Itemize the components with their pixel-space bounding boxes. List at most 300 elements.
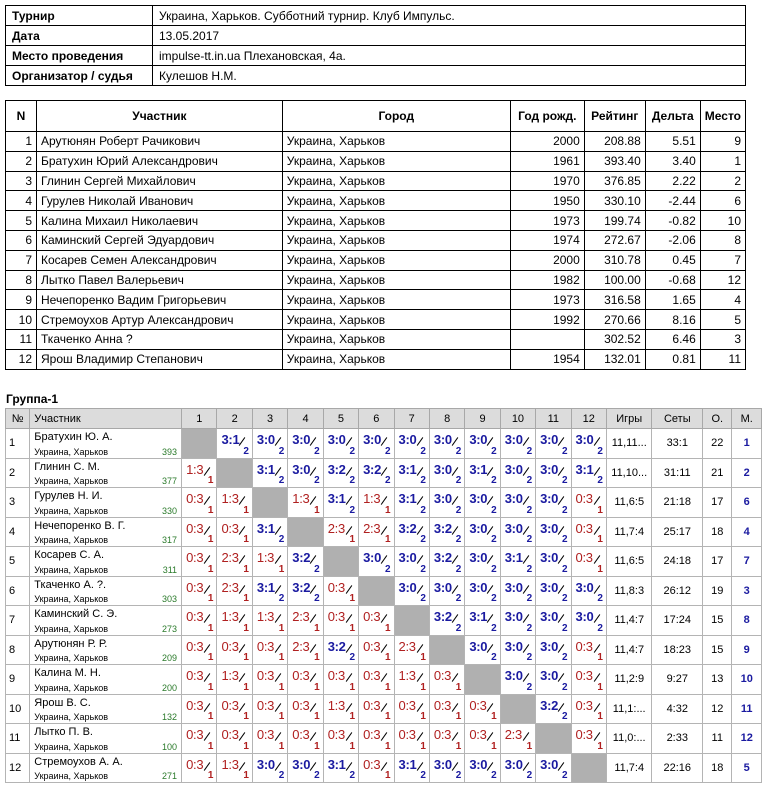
- match-result: [323, 635, 358, 665]
- group-row-number: 3: [6, 488, 30, 518]
- match-points: 2: [455, 770, 462, 781]
- col-header-delta: Дельта: [645, 101, 700, 132]
- group-header-participant: Участник: [30, 409, 182, 429]
- match-points: 1: [455, 681, 462, 693]
- match-score: 3:0: [540, 520, 559, 536]
- match-result: [571, 547, 606, 577]
- participant-city: Украина, Харьков: [282, 349, 510, 369]
- player-rating: 393: [162, 446, 178, 457]
- match-points: 1: [314, 622, 320, 634]
- match-points: 2: [526, 445, 533, 457]
- player-name: Лытко П. В.: [34, 726, 93, 738]
- col-header-rating: Рейтинг: [584, 101, 645, 132]
- match-points: 2: [455, 563, 462, 575]
- group-header-place: М.: [732, 409, 762, 429]
- match-score: 3:0: [504, 756, 523, 772]
- match-score: 3:0: [540, 461, 559, 477]
- participant-birth-year: 1973: [510, 211, 584, 231]
- match-points: 1: [455, 740, 462, 752]
- match-points: 1: [243, 711, 249, 722]
- match-score: 3:2: [292, 550, 311, 565]
- participant-rating: 208.88: [584, 132, 645, 152]
- match-result: [359, 458, 394, 488]
- self-cell: [323, 547, 358, 577]
- match-result: [323, 517, 358, 547]
- match-points: 1: [278, 711, 285, 722]
- match-points: 1: [243, 770, 249, 781]
- participant-place: 11: [700, 349, 745, 369]
- match-points: 2: [597, 475, 603, 486]
- match-points: 2: [314, 770, 320, 781]
- match-result: [182, 694, 217, 724]
- participant-city: Украина, Харьков: [282, 250, 510, 270]
- match-score: 1:3: [292, 491, 310, 506]
- participant-delta: 5.51: [645, 132, 700, 152]
- participant-rating: 316.58: [584, 290, 645, 310]
- match-score: 1:3: [398, 668, 416, 683]
- player-place: 3: [732, 576, 762, 606]
- player-sets: 18:23: [652, 635, 703, 665]
- participant-delta: 6.46: [645, 329, 700, 349]
- match-result: [217, 606, 252, 636]
- match-points: 2: [491, 770, 497, 781]
- match-points: 2: [384, 563, 391, 575]
- participant-name: Ярош Владимир Степанович: [37, 349, 283, 369]
- self-cell: [429, 635, 464, 665]
- player-points: 18: [703, 753, 732, 783]
- participant-name: Арутюнян Роберт Рачикович: [37, 132, 283, 152]
- match-points: 2: [420, 445, 426, 457]
- player-rating: 100: [162, 741, 178, 752]
- player-city: Украина, Харьков: [34, 653, 109, 663]
- player-games: 11,4:7: [606, 635, 652, 665]
- match-result: [217, 576, 252, 606]
- match-score: 3:0: [469, 432, 488, 447]
- participant-row: [6, 250, 746, 270]
- match-result: [571, 429, 606, 459]
- player-games: 11,7:4: [606, 753, 652, 783]
- match-result: [359, 547, 394, 577]
- match-result: [571, 576, 606, 606]
- match-points: 1: [278, 622, 285, 634]
- match-result: [288, 694, 323, 724]
- match-result: [323, 429, 358, 459]
- match-points: 1: [243, 593, 249, 604]
- participant-birth-year: 1974: [510, 230, 584, 250]
- match-points: 1: [314, 740, 320, 752]
- participant-delta: -2.44: [645, 191, 700, 211]
- match-result: [429, 665, 464, 695]
- group-header-opponent-8: 8: [429, 409, 464, 429]
- match-score: 3:0: [398, 432, 417, 447]
- participant-name: Гурулев Николай Иванович: [37, 191, 283, 211]
- match-score: 0:3: [221, 520, 239, 536]
- match-points: 2: [491, 563, 497, 575]
- match-result: [536, 429, 571, 459]
- match-score: 2:3: [221, 550, 239, 565]
- match-score: 0:3: [256, 697, 275, 713]
- player-points: 17: [703, 488, 732, 518]
- match-result: [182, 517, 217, 547]
- match-score: 3:0: [363, 432, 381, 447]
- player-games: 11,1:...: [606, 694, 652, 724]
- col-header-birth-year: Год рожд.: [510, 101, 584, 132]
- match-score: 3:0: [469, 756, 488, 772]
- match-points: 2: [278, 770, 285, 781]
- self-cell: [536, 724, 571, 754]
- match-points: 1: [384, 622, 391, 634]
- match-result: [217, 724, 252, 754]
- match-score: 3:1: [256, 520, 275, 536]
- match-score: 0:3: [433, 668, 452, 683]
- participant-number: 9: [6, 290, 37, 310]
- match-score: 0:3: [575, 697, 593, 713]
- match-result: [571, 665, 606, 695]
- match-score: 3:1: [221, 432, 240, 447]
- match-result: [465, 606, 500, 636]
- match-score: 0:3: [469, 697, 487, 713]
- match-result: [182, 753, 217, 783]
- participant-place: 7: [700, 250, 745, 270]
- match-points: 1: [349, 740, 356, 752]
- group-player-cell: [30, 694, 182, 724]
- match-points: 1: [349, 593, 356, 604]
- group-player-cell: [30, 576, 182, 606]
- player-city: Украина, Харьков: [34, 741, 109, 752]
- info-key: Турнир: [6, 6, 153, 26]
- match-score: 1:3: [221, 668, 239, 683]
- col-header-number: N: [6, 101, 37, 132]
- player-name: Арутюнян Р. Р.: [34, 637, 108, 650]
- player-place: 5: [732, 753, 762, 783]
- player-points: 21: [703, 458, 732, 488]
- participant-place: 10: [700, 211, 745, 231]
- player-rating: 303: [162, 594, 178, 604]
- group-row: [6, 606, 762, 636]
- match-result: [465, 635, 500, 665]
- match-result: [288, 488, 323, 518]
- match-score: 3:0: [575, 579, 594, 595]
- info-row: [6, 6, 746, 26]
- match-points: 1: [314, 504, 320, 516]
- match-score: 0:3: [363, 609, 381, 624]
- match-points: 1: [243, 504, 249, 516]
- match-score: 1:3: [327, 697, 345, 713]
- info-value: impulse-tt.in.ua Плехановская, 4а.: [153, 46, 746, 66]
- participant-delta: 1.65: [645, 290, 700, 310]
- match-result: [252, 458, 287, 488]
- participant-city: Украина, Харьков: [282, 132, 510, 152]
- match-score: 3:0: [504, 638, 523, 654]
- col-header-city: Город: [282, 101, 510, 132]
- participant-birth-year: 1982: [510, 270, 584, 290]
- match-score: 3:2: [327, 638, 346, 654]
- match-points: 1: [314, 711, 320, 722]
- match-result: [288, 547, 323, 577]
- group-header-points: О.: [703, 409, 732, 429]
- participant-name: Братухин Юрий Александрович: [37, 151, 283, 171]
- participant-rating: 310.78: [584, 250, 645, 270]
- match-score: 0:3: [256, 638, 275, 654]
- match-result: [323, 724, 358, 754]
- player-sets: 26:12: [652, 576, 703, 606]
- participant-city: Украина, Харьков: [282, 171, 510, 191]
- match-score: 3:1: [469, 461, 488, 477]
- match-score: 3:0: [504, 491, 523, 506]
- match-points: 1: [278, 740, 285, 752]
- match-result: [394, 635, 429, 665]
- player-games: 11,2:9: [606, 665, 652, 695]
- match-points: 2: [278, 475, 285, 486]
- match-score: 0:3: [327, 668, 345, 683]
- group-player-cell: [30, 458, 182, 488]
- player-points: 15: [703, 606, 732, 636]
- player-city: Украина, Харьков: [34, 446, 109, 457]
- match-score: 0:3: [186, 697, 204, 713]
- match-score: 3:1: [398, 756, 417, 772]
- match-result: [252, 635, 287, 665]
- group-player-cell: [30, 665, 182, 695]
- match-points: 2: [561, 563, 568, 575]
- match-score: 3:0: [540, 668, 559, 683]
- player-city: Украина, Харьков: [34, 476, 109, 486]
- player-place: 9: [732, 635, 762, 665]
- match-score: 3:0: [575, 432, 594, 447]
- group-player-cell: [30, 429, 182, 459]
- match-points: 1: [278, 563, 285, 575]
- match-points: 2: [526, 534, 533, 545]
- match-score: 3:1: [504, 550, 523, 565]
- player-place: 4: [732, 517, 762, 547]
- match-result: [500, 606, 535, 636]
- match-score: 0:3: [575, 550, 593, 565]
- match-score: 3:0: [469, 520, 488, 536]
- match-points: 1: [207, 622, 214, 634]
- match-score: 0:3: [469, 727, 487, 742]
- participant-birth-year: 1954: [510, 349, 584, 369]
- match-result: [500, 724, 535, 754]
- match-points: 1: [597, 711, 603, 722]
- match-points: 1: [349, 534, 356, 545]
- match-result: [429, 547, 464, 577]
- match-score: 3:1: [398, 491, 417, 506]
- match-points: 1: [349, 681, 356, 693]
- group-header-opponent-3: 3: [252, 409, 287, 429]
- player-rating: 200: [162, 682, 178, 693]
- participant-birth-year: 1950: [510, 191, 584, 211]
- group-header-opponent-12: 12: [571, 409, 606, 429]
- match-result: [359, 635, 394, 665]
- match-result: [182, 665, 217, 695]
- match-points: 2: [314, 563, 320, 575]
- match-result: [571, 724, 606, 754]
- match-result: [394, 488, 429, 518]
- match-points: 1: [207, 563, 214, 575]
- match-result: [323, 576, 358, 606]
- group-row: [6, 488, 762, 518]
- self-cell: [217, 458, 252, 488]
- self-cell: [182, 429, 217, 459]
- match-points: 1: [597, 534, 603, 545]
- participant-place: 12: [700, 270, 745, 290]
- match-result: [536, 635, 571, 665]
- player-sets: 22:16: [652, 753, 703, 783]
- player-place: 12: [732, 724, 762, 754]
- match-result: [465, 429, 500, 459]
- match-points: 1: [597, 652, 603, 663]
- participants-table: [5, 100, 746, 370]
- match-points: 2: [526, 681, 533, 693]
- info-key: Организатор / судья: [6, 66, 153, 86]
- player-points: 11: [703, 724, 732, 754]
- group-header-opponent-2: 2: [217, 409, 252, 429]
- participant-place: 1: [700, 151, 745, 171]
- match-result: [359, 488, 394, 518]
- match-result: [429, 458, 464, 488]
- match-result: [571, 606, 606, 636]
- participant-delta: 0.81: [645, 349, 700, 369]
- participant-number: 7: [6, 250, 37, 270]
- match-score: 0:3: [575, 668, 593, 683]
- match-score: 1:3: [363, 491, 381, 506]
- match-points: 2: [314, 593, 320, 604]
- player-games: 11,11...: [606, 429, 652, 459]
- match-score: 3:0: [398, 550, 417, 565]
- group-row-number: 5: [6, 547, 30, 577]
- participant-place: 4: [700, 290, 745, 310]
- participant-name: Нечепоренко Вадим Григорьевич: [37, 290, 283, 310]
- match-result: [394, 547, 429, 577]
- match-points: 2: [455, 475, 462, 486]
- match-score: 0:3: [575, 491, 593, 506]
- match-result: [182, 635, 217, 665]
- match-score: 0:3: [363, 727, 381, 742]
- match-result: [536, 694, 571, 724]
- match-score: 3:0: [363, 550, 381, 565]
- participant-number: 8: [6, 270, 37, 290]
- match-score: 3:2: [540, 697, 559, 713]
- match-points: 1: [384, 740, 391, 752]
- match-score: 0:3: [327, 609, 345, 624]
- match-result: [500, 547, 535, 577]
- player-sets: 4:32: [652, 694, 703, 724]
- participant-row: [6, 171, 746, 191]
- match-points: 1: [314, 652, 320, 663]
- participant-number: 4: [6, 191, 37, 211]
- match-points: 2: [561, 711, 568, 722]
- match-result: [252, 665, 287, 695]
- match-result: [182, 576, 217, 606]
- match-points: 1: [243, 740, 249, 752]
- match-score: 0:3: [327, 727, 345, 742]
- player-city: Украина, Харьков: [34, 535, 109, 545]
- match-result: [394, 753, 429, 783]
- player-points: 17: [703, 547, 732, 577]
- participant-row: [6, 191, 746, 211]
- match-score: 1:3: [221, 491, 239, 506]
- match-score: 3:0: [433, 461, 452, 477]
- match-result: [288, 576, 323, 606]
- match-score: 3:2: [433, 520, 452, 536]
- match-points: 2: [561, 475, 568, 486]
- group-header-opponent-10: 10: [500, 409, 535, 429]
- match-points: 1: [207, 593, 214, 604]
- match-score: 3:0: [540, 579, 559, 595]
- match-points: 2: [597, 593, 603, 604]
- col-header-place: Место: [700, 101, 745, 132]
- match-score: 3:0: [469, 579, 488, 595]
- match-score: 0:3: [363, 756, 381, 772]
- group-header-games: Игры: [606, 409, 652, 429]
- match-points: 2: [491, 652, 497, 663]
- match-result: [359, 694, 394, 724]
- match-points: 1: [491, 740, 497, 752]
- match-score: 3:0: [292, 461, 311, 477]
- match-score: 0:3: [221, 727, 239, 742]
- match-result: [252, 576, 287, 606]
- match-points: 2: [491, 534, 497, 545]
- self-cell: [465, 665, 500, 695]
- match-score: 3:1: [327, 491, 346, 506]
- match-score: 3:1: [256, 579, 275, 595]
- match-score: 3:0: [504, 609, 523, 624]
- group-title: Группа-1: [6, 392, 59, 406]
- match-result: [536, 753, 571, 783]
- player-games: 11,4:7: [606, 606, 652, 636]
- match-points: 2: [561, 770, 568, 781]
- participant-number: 6: [6, 230, 37, 250]
- player-place: 10: [732, 665, 762, 695]
- match-result: [252, 606, 287, 636]
- participant-birth-year: 1970: [510, 171, 584, 191]
- match-score: 3:0: [540, 638, 559, 654]
- match-points: 2: [420, 770, 426, 781]
- player-points: 13: [703, 665, 732, 695]
- group-row-number: 1: [6, 429, 30, 459]
- match-points: 2: [278, 445, 285, 457]
- participant-city: Украина, Харьков: [282, 329, 510, 349]
- match-points: 2: [561, 652, 568, 663]
- player-name: Братухин Ю. А.: [34, 431, 113, 443]
- group-row: [6, 635, 762, 665]
- match-result: [323, 606, 358, 636]
- match-result: [465, 753, 500, 783]
- match-score: 2:3: [398, 638, 416, 654]
- match-result: [323, 665, 358, 695]
- player-sets: 25:17: [652, 517, 703, 547]
- self-cell: [359, 576, 394, 606]
- match-points: 2: [561, 534, 568, 545]
- match-points: 1: [207, 711, 214, 722]
- match-points: 2: [561, 681, 568, 693]
- participant-city: Украина, Харьков: [282, 230, 510, 250]
- match-result: [252, 724, 287, 754]
- match-result: [288, 753, 323, 783]
- match-result: [323, 753, 358, 783]
- match-points: 1: [384, 504, 391, 516]
- participant-delta: -0.68: [645, 270, 700, 290]
- participant-place: 9: [700, 132, 745, 152]
- match-points: 2: [349, 445, 356, 457]
- group-crosstable: [5, 408, 762, 783]
- participant-name: Косарев Семен Александрович: [37, 250, 283, 270]
- match-result: [536, 458, 571, 488]
- match-score: 1:3: [221, 609, 239, 624]
- participant-city: Украина, Харьков: [282, 270, 510, 290]
- group-row-number: 11: [6, 724, 30, 754]
- match-result: [536, 606, 571, 636]
- match-score: 2:3: [292, 638, 310, 654]
